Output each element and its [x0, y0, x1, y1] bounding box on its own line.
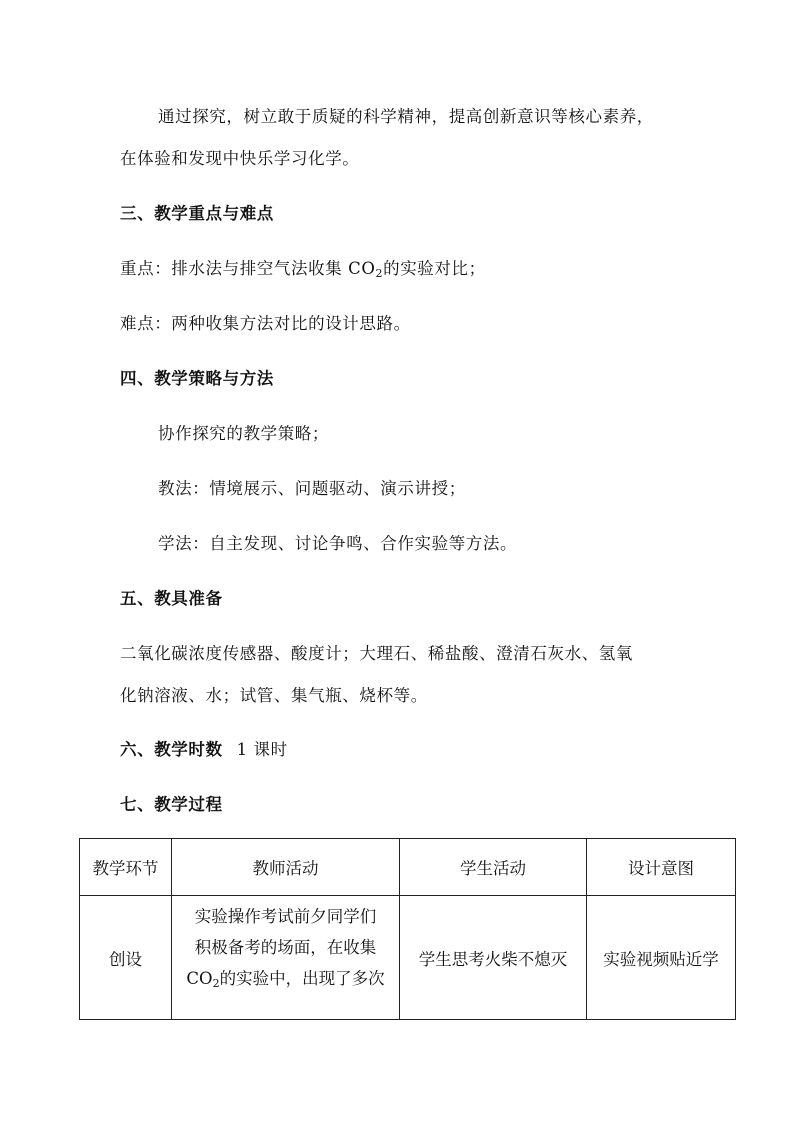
key-point-line	[120, 257, 486, 281]
table-header-cell: 教师活动	[172, 839, 400, 896]
subscript: 2	[375, 267, 384, 280]
paragraph-line: 通过探究，树立敢于质疑的科学精神，提高创新意识等核心素养，	[158, 107, 654, 126]
key-point-text-end: 的实验对比；	[383, 259, 486, 278]
table-cell-intent: 实验视频贴近学	[587, 896, 736, 1020]
section-heading-7: 七、教学过程	[120, 795, 223, 814]
hours-value: 1 课时	[236, 740, 288, 759]
cell-text: 的实验中，出现了多次	[219, 969, 385, 988]
table-header-cell: 设计意图	[587, 839, 736, 896]
table-row	[80, 896, 736, 1020]
key-point-text: 重点：排水法与排空气法收集 CO	[120, 259, 376, 278]
section-heading-6: 六、教学时数	[120, 740, 223, 759]
section-heading-5: 五、教具准备	[120, 589, 223, 608]
difficulty-line: 难点：两种收集方法对比的设计思路。	[120, 314, 411, 333]
learning-method-line: 学法：自主发现、讨论争鸣、合作实验等方法。	[158, 534, 518, 553]
table-header-cell: 学生活动	[400, 839, 587, 896]
teaching-method-line: 教法：情境展示、问题驱动、演示讲授；	[158, 479, 466, 498]
cell-text: CO	[186, 969, 213, 988]
strategy-line: 协作探究的教学策略；	[158, 424, 329, 443]
subscript: 2	[212, 977, 220, 990]
cell-line	[178, 963, 393, 994]
paragraph-line: 在体验和发现中快乐学习化学。	[120, 149, 360, 168]
tools-line: 化钠溶液、水；试管、集气瓶、烧杯等。	[120, 686, 428, 705]
section-heading-4: 四、教学策略与方法	[120, 369, 274, 388]
tools-line: 二氧化碳浓度传感器、酸度计；大理石、稀盐酸、澄清石灰水、氢氧	[120, 644, 633, 663]
table-cell-student: 学生思考火柴不熄灭	[400, 896, 587, 1020]
hours-line	[120, 738, 288, 762]
table-header-row	[80, 839, 736, 896]
cell-line: 实验操作考试前夕同学们	[194, 907, 377, 926]
table-cell-teacher	[172, 896, 400, 1020]
section-heading-3: 三、教学重点与难点	[120, 204, 274, 223]
table-header-cell: 教学环节	[80, 839, 172, 896]
teaching-process-table	[79, 838, 736, 1020]
table-cell-stage: 创设	[80, 896, 172, 1020]
cell-line: 积极备考的场面，在收集	[194, 938, 377, 957]
